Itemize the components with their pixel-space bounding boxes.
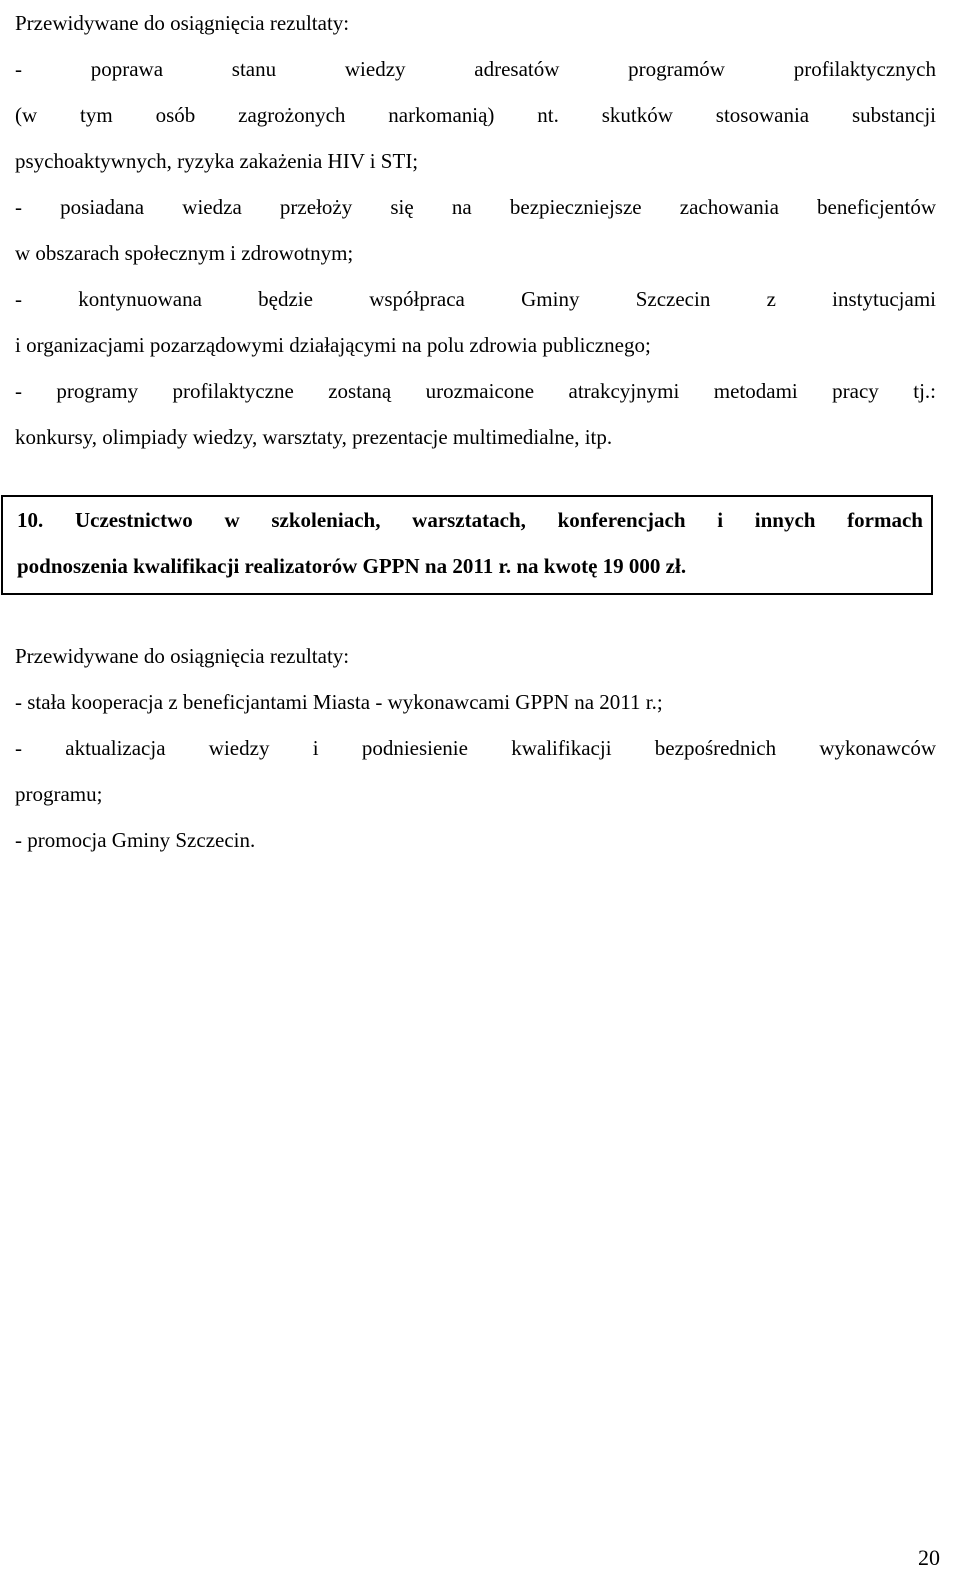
results-line: - programy profilaktyczne zostaną urozmaicone atrakcyjnymi metodami pracy tj.: <box>15 379 936 403</box>
results-line: programu; <box>15 782 103 806</box>
results-line: konkursy, olimpiady wiedzy, warsztaty, prezentacje multimedialne, itp. <box>15 425 613 449</box>
results-line: - stała kooperacja z beneficjantami Miasta - wykonawcami GPPN na 2011 r.; <box>15 690 663 714</box>
results-intro-1: Przewidywane do osiągnięcia rezultaty: <box>15 11 350 35</box>
results-line: - aktualizacja wiedzy i podniesienie kwalifikacji bezpośrednich wykonawców <box>15 736 936 760</box>
section-10-heading-line-2: podnoszenia kwalifikacji realizatorów GPPN na 2011 r. na kwotę 19 000 zł. <box>17 554 687 578</box>
results-intro-2: Przewidywane do osiągnięcia rezultaty: <box>15 644 350 668</box>
results-line: psychoaktywnych, ryzyka zakażenia HIV i STI; <box>15 149 419 173</box>
results-line: - poprawa stanu wiedzy adresatów programów profilaktycznych <box>15 57 936 81</box>
results-line: - kontynuowana będzie współpraca Gminy Szczecin z instytucjami <box>15 287 936 311</box>
results-line: - promocja Gminy Szczecin. <box>15 828 256 852</box>
results-line: - posiadana wiedza przełoży się na bezpieczniejsze zachowania beneficjentów <box>15 195 936 219</box>
results-line: i organizacjami pozarządowymi działającymi na polu zdrowia publicznego; <box>15 333 651 357</box>
section-10-heading-line-1: 10. Uczestnictwo w szkoleniach, warsztatach, konferencjach i innych formach <box>17 508 923 532</box>
results-line: (w tym osób zagrożonych narkomanią) nt. skutków stosowania substancji <box>15 103 936 127</box>
page-number: 20 <box>918 1545 940 1570</box>
results-section-2 <box>15 633 936 863</box>
section-10-heading-box <box>1 495 933 595</box>
results-section-1 <box>15 0 936 460</box>
results-line: w obszarach społecznym i zdrowotnym; <box>15 241 354 265</box>
